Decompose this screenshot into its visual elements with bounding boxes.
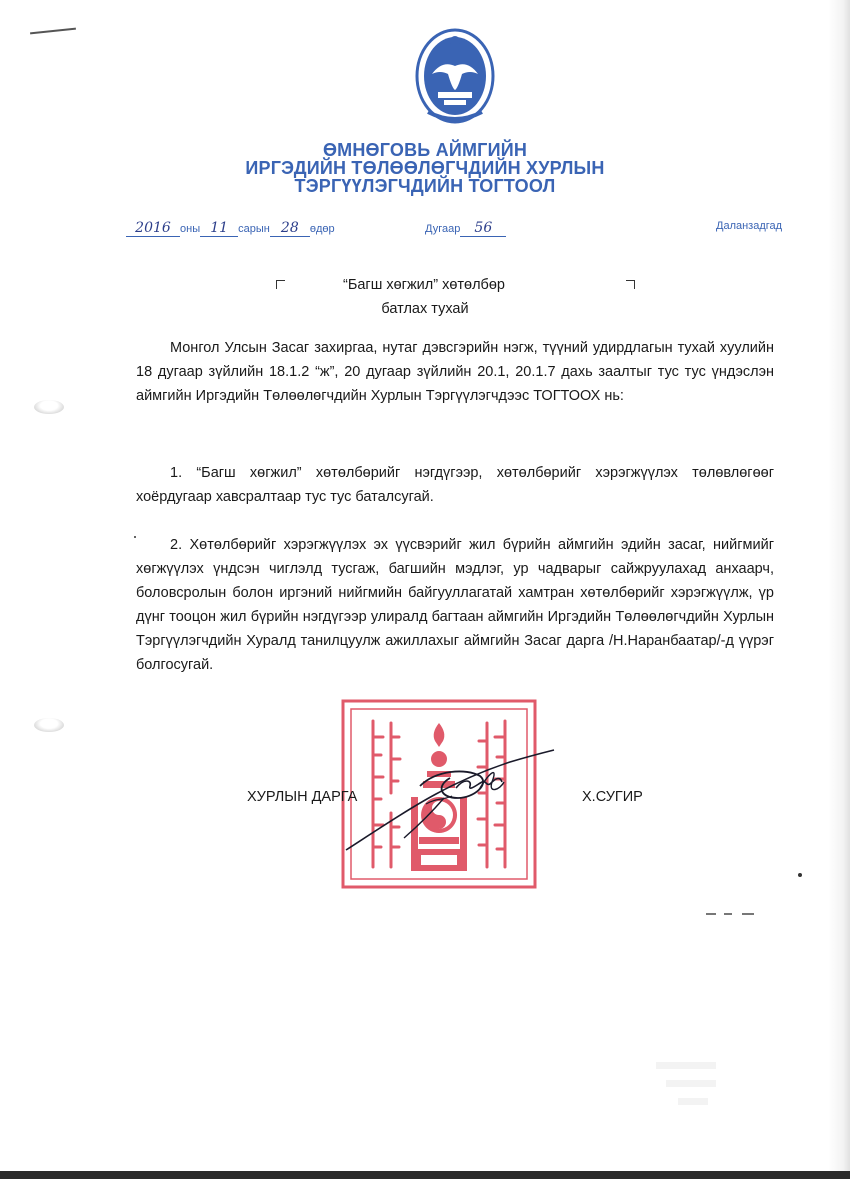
scan-speck — [134, 536, 136, 538]
punch-hole-lower — [34, 718, 64, 732]
item-2-text: 2. Хөтөлбөрийг хэрэгжүүлэх эх үүсвэрийг жил бүрийн аймгийн эдийн засаг, нийгмийг хөгжүүлэх үндсэн чиглэлд тусгаж, багшийн мэдлэг, ур чадварыг сайжруулахад анхаарч, боловсролын болон иргэний нийгмийн байгууллагатай хамтран хөтөлбөрийг хэрэгжүүлж, үр дүнг тооцон жил бүрийн нэгдүгээр улиралд багтаан аймгийн Иргэдийн Төлөөлөгчдийн Хурлын Тэргүүлэгчдийн Хуралд танилцуулж ажиллахыг аймгийн Засаг дарга /Н.Наранбаатар/-д үүрэг болгосугай. — [136, 537, 774, 673]
number-value: 56 — [460, 220, 506, 237]
handwritten-signature — [340, 742, 560, 862]
doc-title-line-2: батлах тухай — [381, 301, 469, 317]
heading-line-3: ТЭРГҮҮЛЭГЧДИЙН ТОГТООЛ — [294, 176, 556, 196]
date-year-suffix: оны — [180, 223, 201, 235]
signatory-role: ХУРЛЫН ДАРГА — [247, 789, 358, 805]
item-1-paragraph — [136, 461, 774, 509]
date-month-suffix: сарын — [238, 223, 270, 235]
state-emblem-icon — [414, 26, 496, 130]
number-label: Дугаар — [425, 223, 461, 235]
date-year: 2016 — [126, 220, 180, 237]
scan-shadow-bottom — [0, 1171, 850, 1179]
date-field — [126, 220, 335, 237]
item-2-paragraph — [136, 533, 774, 677]
signatory-name: Х.СУГИР — [582, 789, 643, 805]
scan-dashes — [706, 913, 766, 916]
intro-paragraph — [136, 336, 774, 408]
punch-hole-upper — [34, 400, 64, 414]
heading-line-1: ӨМНӨГОВЬ АЙМГИЙН — [322, 140, 528, 160]
date-day-suffix: өдөр — [309, 223, 335, 235]
heading-line-2: ИРГЭДИЙН ТӨЛӨӨЛӨГЧДИЙН ХУРЛЫН — [245, 158, 605, 178]
show-through-marks — [654, 1060, 734, 1110]
scan-dot — [798, 873, 802, 877]
doc-title-line-1: “Багш хөгжил” хөтөлбөр — [343, 277, 505, 293]
date-month: 11 — [200, 220, 238, 237]
item-1-text: 1. “Багш хөгжил” хөтөлбөрийг нэгдүгээр, хөтөлбөрийг хэрэгжүүлэх төлөвлөгөөг хоёрдугаар хавсралтаар тус тус баталсугай. — [136, 465, 774, 505]
number-field — [425, 220, 506, 237]
date-day: 28 — [270, 220, 310, 237]
intro-text: Монгол Улсын Засаг захиргаа, нутаг дэвсгэрийн нэгж, түүний удирдлагын тухай хуулийн 18 дугаар зүйлийн 18.1.2 “ж”, 20 дугаар зүйлийн 20.1, 20.1.7 дахь заалтыг тус тус үндэслэн аймгийн Иргэдийн Төлөөлөгчдийн Хурлын Тэргүүлэгчдээс ТОГТООХ нь: — [136, 340, 774, 404]
place-name: Даланзадгад — [716, 220, 783, 232]
scan-mark-top — [30, 28, 76, 35]
